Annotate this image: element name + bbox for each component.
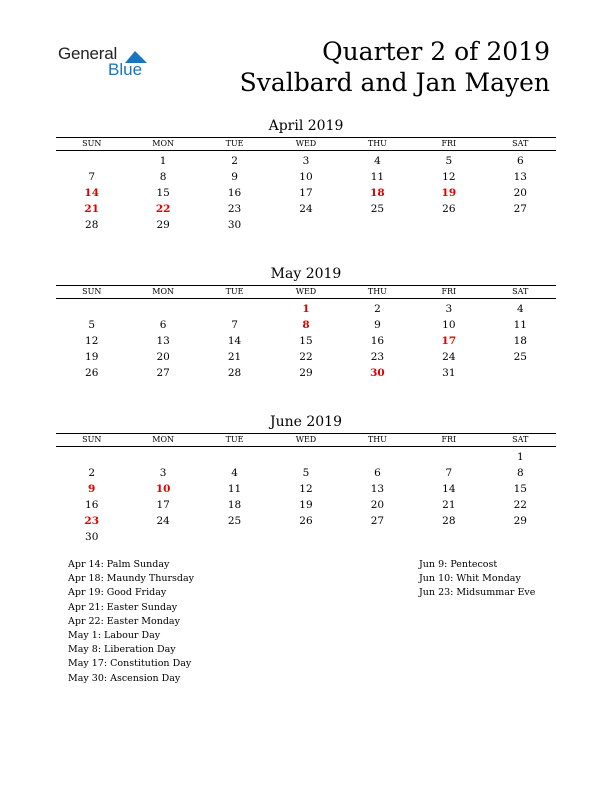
holiday-day-cell: 10: [155, 483, 171, 495]
day-cell: 6: [159, 319, 167, 331]
day-cell: 3: [159, 467, 167, 479]
weekday-label: SUN: [82, 139, 102, 148]
day-cell: 20: [513, 187, 527, 199]
weekday-label: WED: [295, 435, 317, 444]
day-cell: 31: [442, 367, 456, 379]
holiday-note: Jun 23: Midsummar Eve: [419, 587, 536, 599]
day-cell: 6: [374, 467, 381, 479]
holiday-day-cell: 23: [84, 515, 100, 527]
day-cell: 26: [442, 203, 456, 215]
day-cell: 19: [85, 351, 99, 363]
day-cell: 22: [299, 351, 313, 363]
weekday-label: SUN: [82, 435, 102, 444]
page-title: [240, 36, 550, 98]
day-cell: [270, 217, 341, 233]
day-cell: [199, 449, 270, 465]
day-cell: [199, 301, 270, 317]
day-cell: 7: [445, 467, 453, 479]
day-cell: 29: [299, 367, 313, 379]
weekday-label: TUE: [225, 435, 244, 444]
day-cell: 27: [370, 515, 385, 527]
day-cell: 23: [227, 203, 242, 215]
holiday-day-cell: 30: [370, 367, 385, 379]
logo-blue-text: Blue: [108, 60, 143, 79]
day-cell: 14: [442, 483, 456, 495]
day-grid: [56, 449, 556, 545]
weekday-label: FRI: [441, 435, 457, 444]
holiday-day-cell: 19: [441, 187, 457, 199]
day-cell: 12: [85, 335, 99, 347]
day-cell: [485, 217, 556, 233]
holiday-day-cell: 8: [302, 319, 310, 331]
day-cell: 12: [442, 171, 456, 183]
day-cell: 25: [227, 515, 242, 527]
day-cell: 11: [370, 171, 385, 183]
month-april: [56, 118, 556, 233]
day-cell: [342, 529, 413, 545]
holiday-note: Jun 9: Pentecost: [419, 559, 498, 570]
day-cell: 15: [299, 335, 313, 347]
weekday-header: [56, 433, 556, 447]
day-cell: 21: [227, 351, 242, 363]
day-cell: 11: [513, 319, 527, 331]
weekday-label: SAT: [512, 435, 529, 444]
day-cell: 5: [302, 467, 310, 479]
day-cell: 1: [159, 155, 167, 167]
day-cell: 18: [513, 335, 527, 347]
day-cell: [270, 529, 341, 545]
day-cell: [485, 529, 556, 545]
day-cell: 27: [156, 367, 170, 379]
holiday-note: May 8: Liberation Day: [68, 644, 176, 656]
holiday-day-cell: 9: [88, 483, 96, 495]
holiday-day-cell: 22: [155, 203, 171, 215]
weekday-label: FRI: [441, 139, 457, 148]
day-cell: 10: [442, 319, 456, 331]
day-cell: 10: [299, 171, 313, 183]
day-cell: 13: [513, 171, 527, 183]
weekday-label: THU: [367, 435, 387, 444]
day-cell: 23: [370, 351, 385, 363]
day-cell: 21: [442, 499, 456, 511]
weekday-label: SUN: [82, 287, 102, 296]
weekday-label: FRI: [441, 287, 457, 296]
day-cell: 6: [516, 155, 524, 167]
day-cell: 8: [159, 171, 167, 183]
day-cell: 29: [513, 515, 527, 527]
day-cell: 9: [231, 171, 238, 183]
day-cell: 4: [516, 303, 524, 315]
weekday-header: [56, 137, 556, 151]
month-title: June 2019: [269, 414, 342, 430]
day-cell: 24: [156, 515, 170, 527]
day-cell: 30: [227, 219, 242, 231]
day-cell: 3: [302, 155, 310, 167]
day-cell: 8: [516, 467, 524, 479]
holiday-day-cell: 1: [302, 303, 310, 315]
weekday-label: THU: [367, 287, 387, 296]
day-grid: [56, 153, 556, 233]
day-cell: 28: [85, 219, 99, 231]
weekday-label: MON: [152, 435, 174, 444]
day-cell: 20: [370, 499, 385, 511]
day-cell: 1: [516, 451, 524, 463]
day-cell: 17: [156, 499, 170, 511]
day-cell: 11: [227, 483, 242, 495]
holiday-day-cell: 21: [84, 203, 100, 215]
day-cell: 24: [442, 351, 456, 363]
day-cell: [56, 449, 127, 465]
holiday-note: Apr 19: Good Friday: [68, 587, 167, 599]
day-cell: 27: [513, 203, 527, 215]
weekday-label: SAT: [512, 139, 529, 148]
title-region: Svalbard and Jan Mayen: [239, 68, 550, 97]
day-cell: [413, 529, 484, 545]
day-cell: 26: [299, 515, 313, 527]
day-cell: 7: [88, 171, 96, 183]
day-cell: 17: [299, 187, 313, 199]
day-cell: 16: [227, 187, 242, 199]
day-cell: [270, 449, 341, 465]
day-cell: 28: [442, 515, 456, 527]
holiday-note: Apr 22: Easter Monday: [68, 615, 180, 627]
day-grid: [56, 301, 556, 381]
holiday-note: May 1: Labour Day: [68, 630, 161, 642]
day-cell: 16: [85, 499, 99, 511]
day-cell: [56, 153, 127, 169]
month-may: [56, 266, 556, 381]
weekday-label: WED: [295, 139, 317, 148]
day-cell: 2: [231, 155, 238, 167]
holiday-day-cell: 18: [370, 187, 385, 199]
day-cell: 9: [374, 319, 381, 331]
day-cell: 13: [370, 483, 385, 495]
holiday-list-left: [68, 558, 194, 686]
day-cell: 4: [231, 467, 238, 479]
weekday-label: MON: [152, 287, 174, 296]
day-cell: 30: [85, 531, 99, 543]
day-cell: 20: [156, 351, 170, 363]
month-title: May 2019: [270, 266, 342, 282]
day-cell: 7: [231, 319, 238, 331]
holiday-note: Jun 10: Whit Monday: [419, 573, 521, 585]
day-cell: 13: [156, 335, 170, 347]
weekday-label: SAT: [512, 287, 529, 296]
holiday-note: Apr 14: Palm Sunday: [68, 559, 170, 570]
day-cell: 12: [299, 483, 313, 495]
day-cell: 25: [370, 203, 385, 215]
day-cell: 24: [299, 203, 313, 215]
day-cell: [342, 217, 413, 233]
day-cell: 2: [88, 467, 96, 479]
title-quarter: Quarter 2 of 2019: [322, 37, 550, 66]
weekday-label: THU: [367, 139, 387, 148]
holiday-note: May 30: Ascension Day: [68, 672, 181, 684]
holiday-day-cell: 17: [441, 335, 457, 347]
day-cell: 28: [227, 367, 242, 379]
day-cell: 22: [513, 499, 527, 511]
weekday-header: [56, 285, 556, 299]
weekday-label: MON: [152, 139, 174, 148]
holiday-note: Apr 21: Easter Sunday: [68, 601, 178, 613]
day-cell: 29: [156, 219, 170, 231]
month-title: April 2019: [268, 118, 344, 134]
day-cell: 26: [85, 367, 99, 379]
day-cell: 5: [88, 319, 96, 331]
weekday-label: TUE: [225, 139, 244, 148]
day-cell: 19: [299, 499, 313, 511]
day-cell: [485, 365, 556, 381]
day-cell: [413, 449, 484, 465]
holiday-note: May 17: Constitution Day: [68, 658, 192, 670]
weekday-label: TUE: [225, 287, 244, 296]
day-cell: [56, 301, 127, 317]
weekday-label: WED: [295, 287, 317, 296]
day-cell: [413, 217, 484, 233]
logo-general-text: General: [58, 44, 118, 63]
day-cell: [199, 529, 270, 545]
day-cell: 18: [227, 499, 242, 511]
day-cell: 15: [156, 187, 170, 199]
day-cell: 15: [513, 483, 527, 495]
day-cell: 16: [370, 335, 385, 347]
holiday-list-right: [419, 558, 535, 601]
month-june: [56, 414, 556, 545]
day-cell: 2: [374, 303, 381, 315]
day-cell: 3: [445, 303, 453, 315]
day-cell: 25: [513, 351, 527, 363]
day-cell: 4: [374, 155, 381, 167]
day-cell: [127, 449, 198, 465]
day-cell: [127, 301, 198, 317]
day-cell: [127, 529, 198, 545]
day-cell: 5: [445, 155, 453, 167]
day-cell: [342, 449, 413, 465]
holiday-note: Apr 18: Maundy Thursday: [68, 573, 195, 585]
generalblue-logo: [58, 44, 158, 84]
day-cell: 14: [227, 335, 242, 347]
holiday-day-cell: 14: [84, 187, 100, 199]
